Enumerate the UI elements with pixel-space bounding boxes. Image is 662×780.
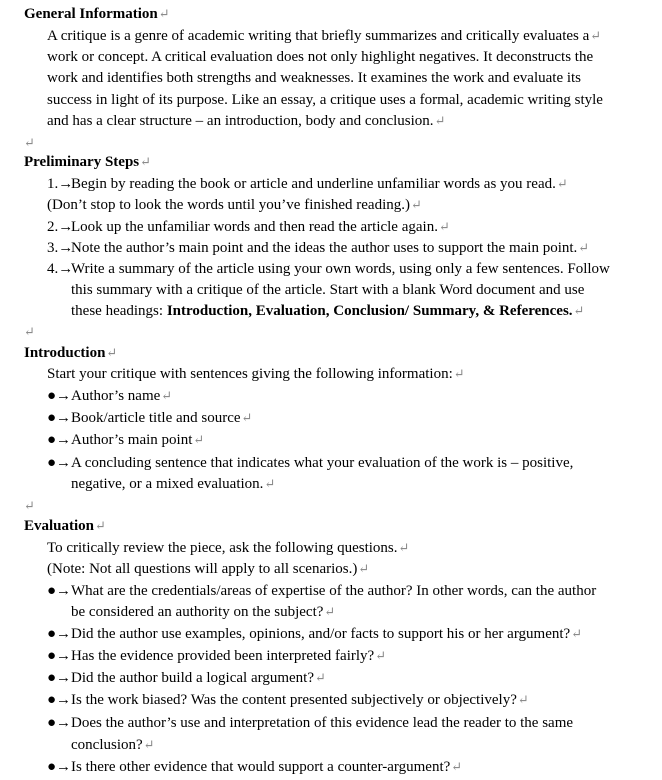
step-2: 2.→ Look up the unfamiliar words and then read the article again.↵ [47,219,450,235]
eval-question-credentials: ●→ What are the credentials/areas of expertise of the author? In other words, can the author [47,583,597,599]
eval-question-same-conclusion: ●→ Does the author’s use and interpretation of this evidence lead the reader to the same [47,715,574,731]
bullet-icon: ●→ [47,759,72,775]
empty-paragraph-mark: ↵ [24,135,35,150]
step-number: 1.→ [47,176,74,192]
step-1-note: (Don’t stop to look the words until you’ve finished reading.)↵ [47,197,422,213]
bullet-icon: ●→ [47,432,72,448]
intro-item-main-point: ●→ Author’s main point↵ [47,432,205,448]
empty-paragraph-mark: ↵ [24,498,35,513]
heading-general-information: General Information↵ [24,6,170,22]
heading-preliminary-steps: Preliminary Steps↵ [24,154,152,170]
step-3: 3.→ Note the author’s main point and the ideas the author uses to support the main point.↵ [47,240,590,256]
bullet-icon: ●→ [47,626,72,642]
evaluation-note: (Note: Not all questions will apply to all scenarios.)↵ [47,561,370,577]
step-4-line-3: these headings: Introduction, Evaluation, Conclusion/ Summary, & References.↵ [71,303,585,319]
intro-item-concluding-sentence-line-2: negative, or a mixed evaluation.↵ [71,476,276,492]
introduction-lead: Start your critique with sentences giving the following information:↵ [47,366,465,382]
bullet-icon: ●→ [47,388,72,404]
intro-item-title-source: ●→ Book/article title and source↵ [47,410,253,426]
intro-item-concluding-sentence: ●→ A concluding sentence that indicates what your evaluation of the work is – positive, [47,455,574,471]
intro-item-author-name: ●→ Author’s name↵ [47,388,173,404]
bullet-icon: ●→ [47,692,72,708]
general-line-4: success in light of its purpose. Like an essay, a critique uses a formal, academic writing style [47,92,603,108]
step-1: 1.→ Begin by reading the book or article and underline unfamiliar words as you read.↵ [47,176,568,192]
bullet-icon: ●→ [47,410,72,426]
general-line-3: work and identifies both strengths and weaknesses. It examines the work and evaluate its [47,70,582,86]
general-line-1: A critique is a genre of academic writing that briefly summarizes and critically evaluates a↵ [47,28,602,44]
evaluation-lead: To critically review the piece, ask the following questions.↵ [47,540,410,556]
eval-question-biased: ●→ Is the work biased? Was the content presented subjectively or objectively?↵ [47,692,529,708]
step-4: 4.→ Write a summary of the article using your own words, using only a few sentences. Follow [47,261,610,277]
heading-evaluation: Evaluation↵ [24,518,106,534]
bullet-icon: ●→ [47,583,72,599]
step-number: 3.→ [47,240,74,256]
general-line-2: work or concept. A critical evaluation does not only highlight negatives. It deconstructs the [47,49,594,65]
bullet-icon: ●→ [47,648,72,664]
eval-question-same-conclusion-line-2: conclusion?↵ [71,737,155,753]
heading-introduction: Introduction↵ [24,345,118,361]
step-4-line-2: this summary with a critique of the article. Start with a blank Word document and use [71,282,585,298]
bullet-icon: ●→ [47,455,72,471]
step-number: 2.→ [47,219,74,235]
eval-question-interpreted-fairly: ●→ Has the evidence provided been interpreted fairly?↵ [47,648,387,664]
eval-question-counter-argument: ●→ Is there other evidence that would support a counter-argument?↵ [47,759,463,775]
bullet-icon: ●→ [47,715,72,731]
step-number: 4.→ [47,261,74,277]
general-line-5: and has a clear structure – an introduction, body and conclusion.↵ [47,113,446,129]
bullet-icon: ●→ [47,670,72,686]
eval-question-logical-argument: ●→ Did the author build a logical argument?↵ [47,670,326,686]
empty-paragraph-mark: ↵ [24,324,35,339]
eval-question-credentials-line-2: be considered an authority on the subject?↵ [71,604,336,620]
eval-question-examples: ●→ Did the author use examples, opinions, and/or facts to support his or her argument?↵ [47,626,583,642]
